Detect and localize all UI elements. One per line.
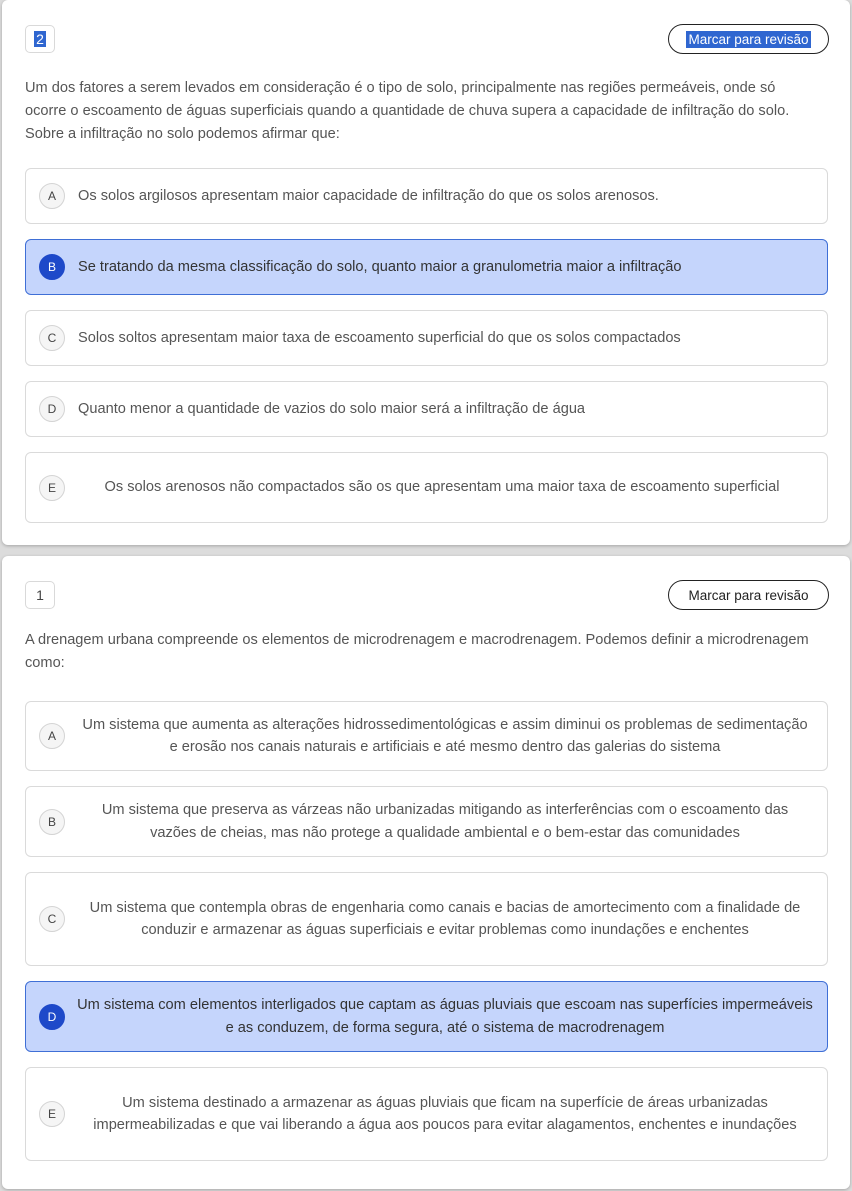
option-text: Os solos argilosos apresentam maior capacidade de infiltração do que os solos arenosos. (78, 187, 659, 204)
question-card-2 (2, 0, 850, 545)
option-text: Se tratando da mesma classificação do solo, quanto maior a granulometria maior a infiltração (78, 258, 682, 275)
question-stem: A drenagem urbana compreende os elementos de microdrenagem e macrodrenagem. Podemos definir a microdrenagem como: (25, 632, 809, 671)
question-number-badge (25, 581, 55, 609)
option-letter: C (39, 325, 65, 351)
question-number: 1 (36, 587, 44, 603)
option-e[interactable] (25, 1067, 828, 1161)
option-letter: E (39, 1101, 65, 1127)
mark-for-review-button[interactable] (668, 580, 829, 610)
option-letter: B (39, 254, 65, 280)
option-d[interactable] (25, 381, 828, 437)
option-letter: D (39, 1004, 65, 1030)
option-letter: C (39, 906, 65, 932)
question-stem: Um dos fatores a serem levados em consideração é o tipo de solo, principalmente nas regiões permeáveis, onde só ocorre o escoamento de águas superficiais quando a quantidade de chuva supera a capacidade de infiltração do solo. Sobre a infiltração no solo podemos afirmar que: (25, 80, 790, 142)
option-text: Um sistema que contempla obras de engenharia como canais e bacias de amortecimento com a finalidade de conduzir e armazenar as águas superficiais e evitar problemas como inundações e enchentes (89, 899, 801, 938)
option-letter: A (39, 183, 65, 209)
option-e[interactable] (25, 452, 828, 523)
option-a[interactable] (25, 168, 828, 224)
mark-for-review-button[interactable] (668, 24, 829, 54)
option-letter: B (39, 809, 65, 835)
question-number-badge (25, 25, 55, 53)
option-c[interactable] (25, 310, 828, 366)
option-text: Um sistema que aumenta as alterações hidrossedimentológicas e assim diminui os problemas de sedimentação e erosão nos canais naturais e artificiais e até mesmo dentro das galerias do sistema (82, 716, 808, 755)
option-d[interactable] (25, 981, 828, 1052)
option-a[interactable] (25, 701, 828, 771)
option-text: Um sistema com elementos interligados que captam as águas pluviais que escoam nas superfícies impermeáveis e as conduzem, de forma segura, até o sistema de macrodrenagem (77, 997, 813, 1036)
option-b[interactable] (25, 239, 828, 295)
option-c[interactable] (25, 872, 828, 966)
option-text: Um sistema que preserva as várzeas não urbanizadas mitigando as interferências com o escoamento das vazões de cheias, mas não protege a qualidade ambiental e o bem-estar das comunidades (101, 802, 789, 841)
option-b[interactable] (25, 786, 828, 857)
option-text: Solos soltos apresentam maior taxa de escoamento superficial do que os solos compactados (78, 329, 681, 346)
option-letter: A (39, 723, 65, 749)
option-text: Quanto menor a quantidade de vazios do solo maior será a infiltração de água (78, 400, 586, 417)
option-text: Os solos arenosos não compactados são os que apresentam uma maior taxa de escoamento superficial (104, 479, 780, 496)
option-letter: D (39, 396, 65, 422)
mark-for-review-label: Marcar para revisão (688, 587, 809, 603)
option-letter: E (39, 475, 65, 501)
mark-for-review-label: Marcar para revisão (688, 31, 809, 47)
question-number: 2 (36, 31, 44, 47)
option-text: Um sistema destinado a armazenar as águas pluviais que ficam na superfície de áreas urbanizadas impermeabilizadas e que vai liberando a água aos poucos para evitar alagamentos, enchentes e inundações (93, 1094, 797, 1133)
question-card-1 (2, 556, 850, 1189)
